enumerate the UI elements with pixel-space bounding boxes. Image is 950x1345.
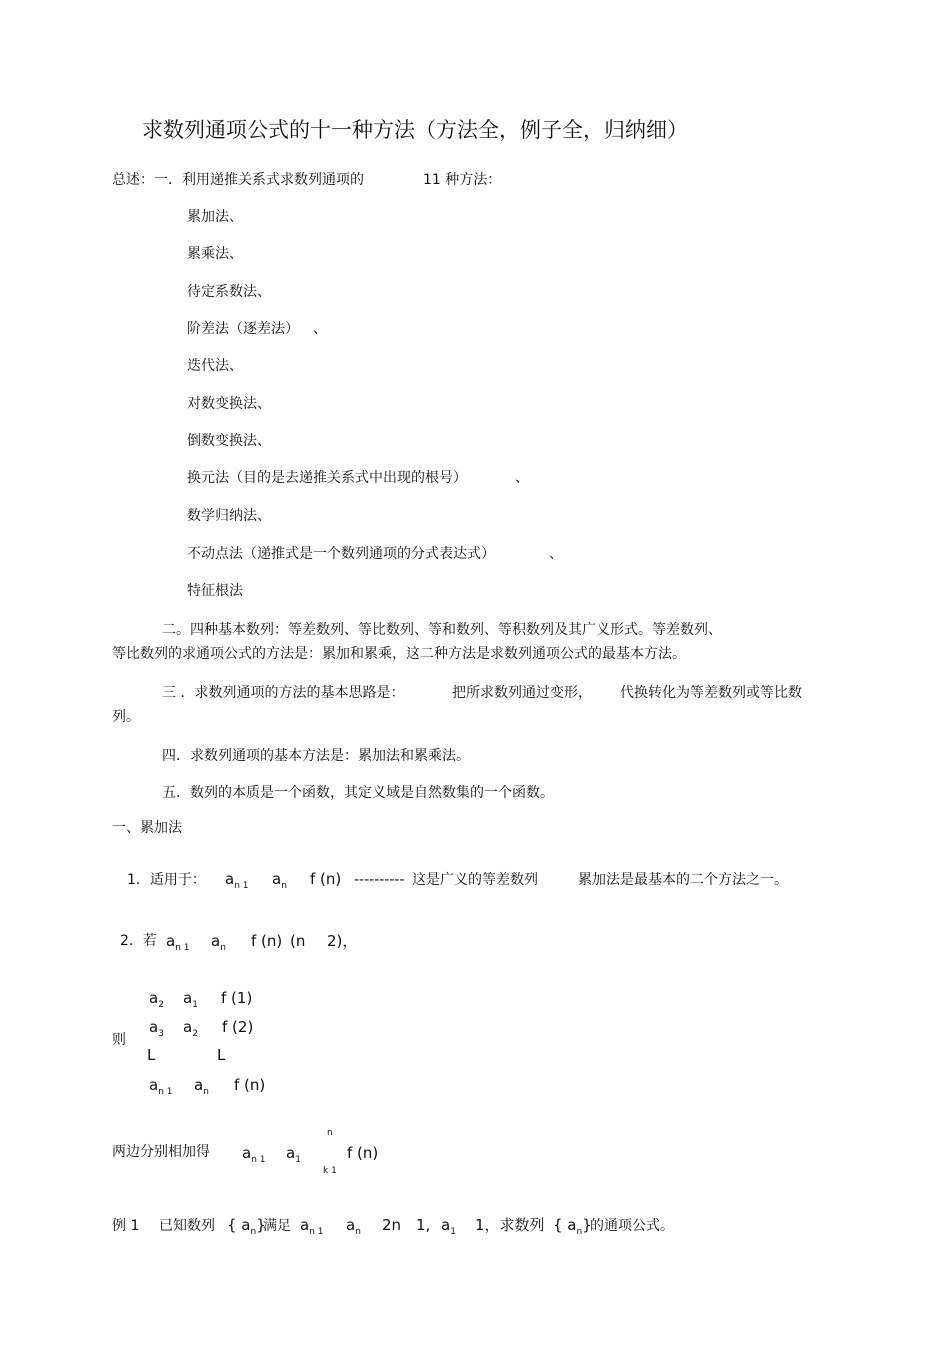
math-term: { $a_n$} [553, 1216, 592, 1237]
para5: 五．数列的本质是一个函数，其定义域是自然数集的一个函数。 [162, 785, 554, 801]
example-text: 满足 [263, 1218, 291, 1234]
method-item: 倒数变换法、 [187, 433, 271, 449]
page-title: 求数列通项公式的十一种方法（方法全，例子全，归纳细） [142, 118, 688, 142]
method-item: 累加法、 [187, 209, 243, 225]
eq-left: $a_{n 1}$ [149, 1076, 173, 1097]
para3-c: 代换转化为等差数列或等比数 [620, 685, 802, 701]
method-item: 不动点法（递推式是一个数列通项的分式表达式） [187, 546, 495, 562]
math-term: $a_n$ [272, 870, 287, 891]
para3-a: 三 ．求数列通项的方法的基本思路是： [162, 685, 405, 701]
para4: 四．求数列通项的基本方法是：累加法和累乘法。 [162, 748, 470, 764]
para2-line1: 二。四种基本数列：等差数列、等比数列、等和数列、等积数列及其广义形式。等差数列、 [162, 622, 722, 638]
item1-label: 1．适用于： [127, 872, 206, 888]
method-trail-comma: 、 [549, 546, 563, 562]
math-term: $a_n$ [211, 932, 226, 953]
method-item: 换元法（目的是去递推关系式中出现的根号） [187, 470, 467, 486]
method-item: 特征根法 [187, 583, 243, 599]
eq-f: f (1) [221, 989, 253, 1007]
math-term: $a_{n 1}$ [166, 932, 190, 953]
sum-upper-limit: n [327, 1128, 333, 1138]
math-term: $a_{n 1}$ [300, 1216, 324, 1237]
dash-separator: ---------- [354, 872, 405, 888]
eq-ellipsis: L [147, 1046, 156, 1064]
eq-left: $a_2$ [149, 989, 164, 1010]
math-term: 1, [416, 1216, 431, 1234]
method-item: 迭代法、 [187, 358, 243, 374]
math-term: { $a_n$} [227, 1216, 266, 1237]
sum-label: 两边分别相加得 [112, 1144, 210, 1160]
method-item: 阶差法（逐差法） [187, 321, 299, 337]
para3-b: 把所求数列通过变形， [452, 685, 592, 701]
item1-desc: 这是广义的等差数列 [412, 872, 538, 888]
eq-right: $a_2$ [183, 1018, 198, 1039]
method-item: 对数变换法、 [187, 396, 271, 412]
eq-right: $a_1$ [183, 989, 198, 1010]
example-label: 例 1 [112, 1218, 140, 1234]
math-term: $a_{n 1}$ [225, 870, 249, 891]
eq-right: $a_n$ [194, 1076, 209, 1097]
item1-desc2: 累加法是最基本的二个方法之一。 [578, 872, 788, 888]
example-text: 的通项公式。 [590, 1218, 674, 1234]
math-term: (n [290, 932, 306, 950]
math-term: 1，求数列 [475, 1216, 545, 1234]
eq-f: f (n) [234, 1076, 266, 1094]
eq-ellipsis: L [217, 1046, 226, 1064]
then-label: 则 [112, 1032, 126, 1048]
method-trail-comma: 、 [313, 321, 327, 337]
eq-left: $a_3$ [149, 1018, 164, 1039]
method-item: 累乘法、 [187, 246, 243, 262]
math-term: $a_{n 1}$ [242, 1144, 266, 1165]
section-heading: 一、累加法 [112, 820, 182, 836]
para2-line2: 等比数列的求通项公式的方法是：累加和累乘，这二种方法是求数列通项公式的最基本方法。 [112, 646, 686, 662]
math-term: $a_n$ [346, 1216, 361, 1237]
item2-label: 2．若 [120, 933, 157, 949]
sum-lower-limit: k 1 [323, 1166, 337, 1176]
eq-f: f (2) [222, 1018, 254, 1036]
math-term: f (n) [310, 870, 342, 888]
method-item: 数学归纳法、 [187, 508, 271, 524]
method-item: 待定系数法、 [187, 284, 271, 300]
math-term: $a_1$ [286, 1144, 301, 1165]
summary-lead: 总述：一．利用递推关系式求数列通项的 [112, 172, 364, 188]
para3-d: 列。 [112, 709, 140, 725]
math-term: 2n [382, 1216, 402, 1234]
math-term: f (n) [251, 932, 283, 950]
math-term: 2)， [327, 932, 358, 950]
example-text: 已知数列 [159, 1218, 215, 1234]
math-term: f (n) [347, 1144, 379, 1162]
summary-count: 11 种方法： [423, 172, 502, 188]
math-term: $a_1$ [441, 1216, 456, 1237]
method-trail-comma: 、 [515, 470, 529, 486]
